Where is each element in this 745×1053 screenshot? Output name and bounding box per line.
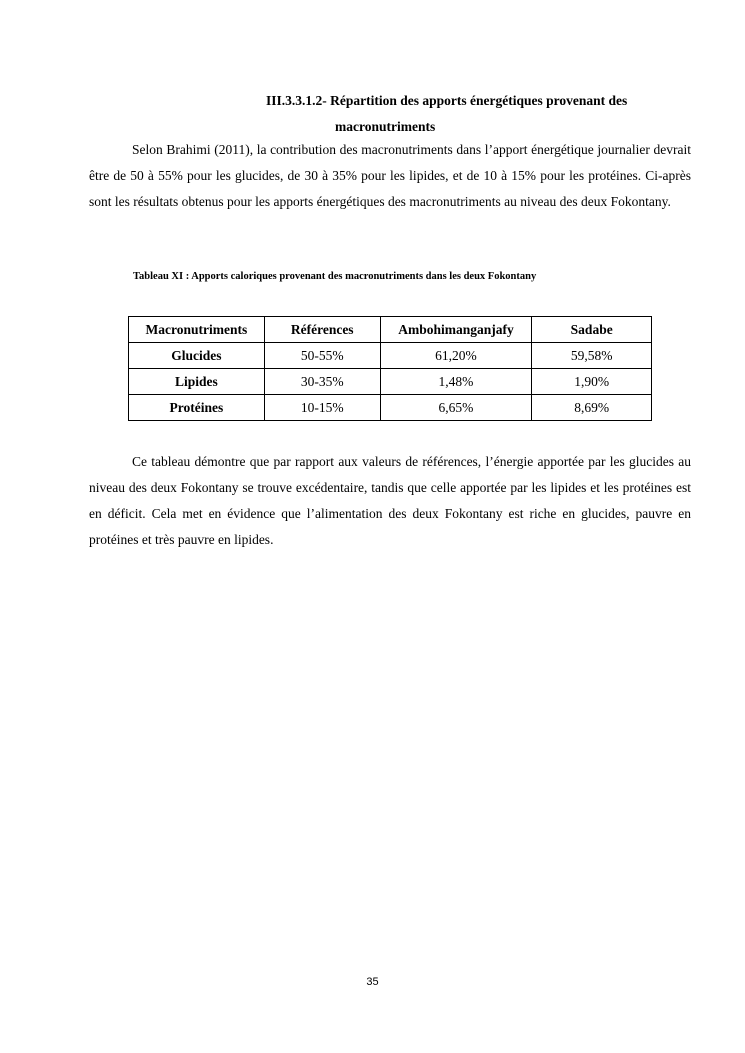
cell-ambohimanganjafy: 6,65% bbox=[380, 395, 532, 421]
macronutrient-table bbox=[128, 316, 652, 421]
row-label-lipides: Lipides bbox=[129, 369, 265, 395]
cell-sadabe: 1,90% bbox=[532, 369, 652, 395]
header-sadabe: Sadabe bbox=[532, 317, 652, 343]
table-row bbox=[129, 343, 652, 369]
section-heading-line-2: macronutriments bbox=[335, 119, 436, 134]
cell-references: 30-35% bbox=[264, 369, 380, 395]
cell-sadabe: 59,58% bbox=[532, 343, 652, 369]
table-caption: Tableau XI : Apports caloriques provenant des macronutriments dans les deux Fokontany bbox=[133, 271, 537, 282]
row-label-glucides: Glucides bbox=[129, 343, 265, 369]
section-heading bbox=[266, 88, 696, 140]
cell-references: 10-15% bbox=[264, 395, 380, 421]
cell-sadabe: 8,69% bbox=[532, 395, 652, 421]
table-row bbox=[129, 369, 652, 395]
header-ambohimanganjafy: Ambohimanganjafy bbox=[380, 317, 532, 343]
cell-ambohimanganjafy: 1,48% bbox=[380, 369, 532, 395]
page-number: 35 bbox=[366, 976, 379, 988]
table-header-row bbox=[129, 317, 652, 343]
table-row bbox=[129, 395, 652, 421]
intro-paragraph: Selon Brahimi (2011), la contribution des macronutriments dans l’apport énergétique journalier devrait être de 50 à 55% pour les glucides, de 30 à 35% pour les lipides, et de 10 à 15% pour les protéines. Ci-après sont les résultats obtenus pour les apports énergétiques des macronutriments au niveau des deux Fokontany. bbox=[89, 142, 691, 209]
cell-references: 50-55% bbox=[264, 343, 380, 369]
cell-ambohimanganjafy: 61,20% bbox=[380, 343, 532, 369]
header-references: Références bbox=[264, 317, 380, 343]
section-heading-line-1: III.3.3.1.2- Répartition des apports énergétiques provenant des bbox=[266, 93, 628, 108]
row-label-proteines: Protéines bbox=[129, 395, 265, 421]
header-macronutriments: Macronutriments bbox=[129, 317, 265, 343]
conclusion-paragraph: Ce tableau démontre que par rapport aux valeurs de références, l’énergie apportée par les glucides au niveau des deux Fokontany se trouve excédentaire, tandis que celle apportée par les lipides et les protéines est en déficit. Cela met en évidence que l’alimentation des deux Fokontany est riche en glucides, pauvre en protéines et très pauvre en lipides. bbox=[89, 454, 691, 547]
